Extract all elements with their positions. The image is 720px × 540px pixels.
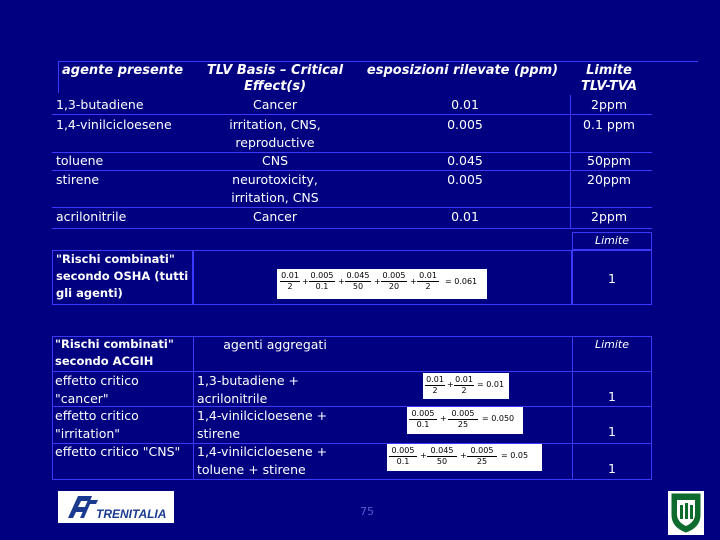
formula-fraction: $\frac{0.005}{0.1}$	[389, 446, 417, 467]
page-number: 75	[360, 505, 374, 518]
critical-effect: CNS	[261, 153, 288, 168]
formula-fraction: $\frac{0.005}{25}$	[467, 446, 497, 467]
agent-name: toluene	[56, 153, 104, 168]
acgih-agents: 1,4-vinilcicloesene + stirene	[197, 408, 328, 441]
exposure-value: 0.01	[451, 209, 479, 224]
tlv-limit: 2ppm	[591, 97, 627, 112]
tlv-limit: 50ppm	[587, 153, 631, 168]
acgih-formula	[423, 373, 509, 399]
formula-result: = 0.061	[445, 277, 478, 286]
exposure-value: 0.045	[447, 153, 483, 168]
agent-name: 1,3-butadiene	[56, 97, 144, 112]
plus-sign: +	[447, 380, 454, 389]
trenitalia-logo-text: TRENITALIA	[96, 507, 167, 521]
plus-sign: +	[302, 277, 309, 286]
formula-fraction: $\frac{0.005}{0.1}$	[409, 409, 437, 430]
formula-fraction: $\frac{0.01}{2}$	[417, 271, 439, 292]
plus-sign: +	[460, 451, 467, 460]
tlv-limit: 20ppm	[587, 172, 631, 187]
header-agent: agente presente	[62, 63, 184, 78]
exposure-value: 0.005	[447, 172, 483, 187]
acgih-divider	[572, 336, 573, 480]
acgih-limit: 1	[608, 461, 616, 476]
osha-limit-cell	[572, 250, 652, 305]
osha-limit-header: Limite	[594, 234, 630, 247]
acgih-limit: 1	[608, 389, 616, 404]
plus-sign: +	[338, 277, 345, 286]
table1-rule	[52, 170, 652, 171]
university-seal-icon	[668, 491, 704, 535]
acgih-effect: effetto critico "cancer"	[55, 373, 139, 406]
agent-name: stirene	[56, 172, 100, 187]
exposure-value: 0.005	[447, 117, 483, 132]
osha-label: "Rischi combinati" secondo OSHA (tutti gli agenti)	[56, 252, 189, 300]
tlv-limit: 2ppm	[591, 209, 627, 224]
acgih-limit: 1	[608, 424, 616, 439]
table1-rule	[52, 207, 652, 208]
exposure-value: 0.01	[451, 97, 479, 112]
critical-effect: Cancer	[252, 209, 297, 224]
formula-fraction: $\frac{0.005}{20}$	[382, 271, 406, 291]
header-limit: Limite TLV-TVA	[580, 63, 638, 94]
acgih-formula	[387, 444, 542, 471]
table1-rule	[52, 228, 652, 229]
university-seal	[668, 491, 704, 535]
critical-effect: neurotoxicity, irritation, CNS	[231, 172, 319, 205]
trenitalia-logo	[58, 491, 174, 523]
formula-result: = 0.050	[482, 414, 515, 423]
formula-result: = 0.05	[501, 451, 529, 460]
agent-name: acrilonitrile	[56, 209, 127, 224]
critical-effect: Cancer	[252, 97, 297, 112]
acgih-effect: effetto critico "CNS"	[55, 444, 181, 459]
table1-rule	[52, 114, 652, 115]
acgih-label: "Rischi combinati" secondo ACGIH	[55, 337, 174, 368]
formula-fraction: $\frac{0.01}{2}$	[455, 375, 473, 395]
top-rule	[58, 61, 698, 62]
acgih-agents-header: agenti aggregati	[223, 337, 327, 352]
osha-formula	[277, 269, 487, 299]
agent-name: 1,4-vinilcicloesene	[56, 117, 172, 132]
header-exposures: esposizioni rilevate (ppm)	[366, 63, 559, 78]
formula-fraction: $\frac{0.005}{0.1}$	[310, 271, 334, 291]
osha-label-cell	[52, 250, 193, 305]
formula-fraction: $\frac{0.005}{25}$	[448, 409, 478, 430]
acgih-agents: 1,4-vinilcicloesene + toluene + stirene	[197, 444, 328, 477]
formula-fraction: $\frac{0.01}{2}$	[426, 375, 444, 395]
plus-sign: +	[420, 451, 427, 460]
acgih-agents: 1,3-butadiene + acrilonitrile	[197, 373, 299, 406]
osha-limit-value: 1	[608, 271, 616, 286]
formula-fraction: $\frac{0.01}{2}$	[281, 271, 299, 291]
osha-limit-header-cell	[572, 232, 652, 250]
tlv-limit: 0.1 ppm	[583, 117, 635, 132]
header-tlv-basis: TLV Basis – Critical Effect(s)	[206, 63, 344, 94]
plus-sign: +	[374, 277, 381, 286]
plus-sign: +	[410, 277, 417, 286]
acgih-effect: effetto critico "irritation"	[55, 408, 139, 441]
formula-fraction: $\frac{0.045}{50}$	[427, 446, 457, 467]
formula-fraction: $\frac{0.045}{50}$	[346, 271, 370, 291]
plus-sign: +	[440, 414, 447, 423]
acgih-formula	[407, 407, 523, 434]
acgih-divider	[193, 336, 194, 480]
formula-result: = 0.01	[477, 380, 505, 389]
critical-effect: irritation, CNS, reproductive	[229, 117, 321, 150]
acgih-limit-header: Limite	[594, 338, 630, 351]
table1-rule	[52, 152, 652, 153]
